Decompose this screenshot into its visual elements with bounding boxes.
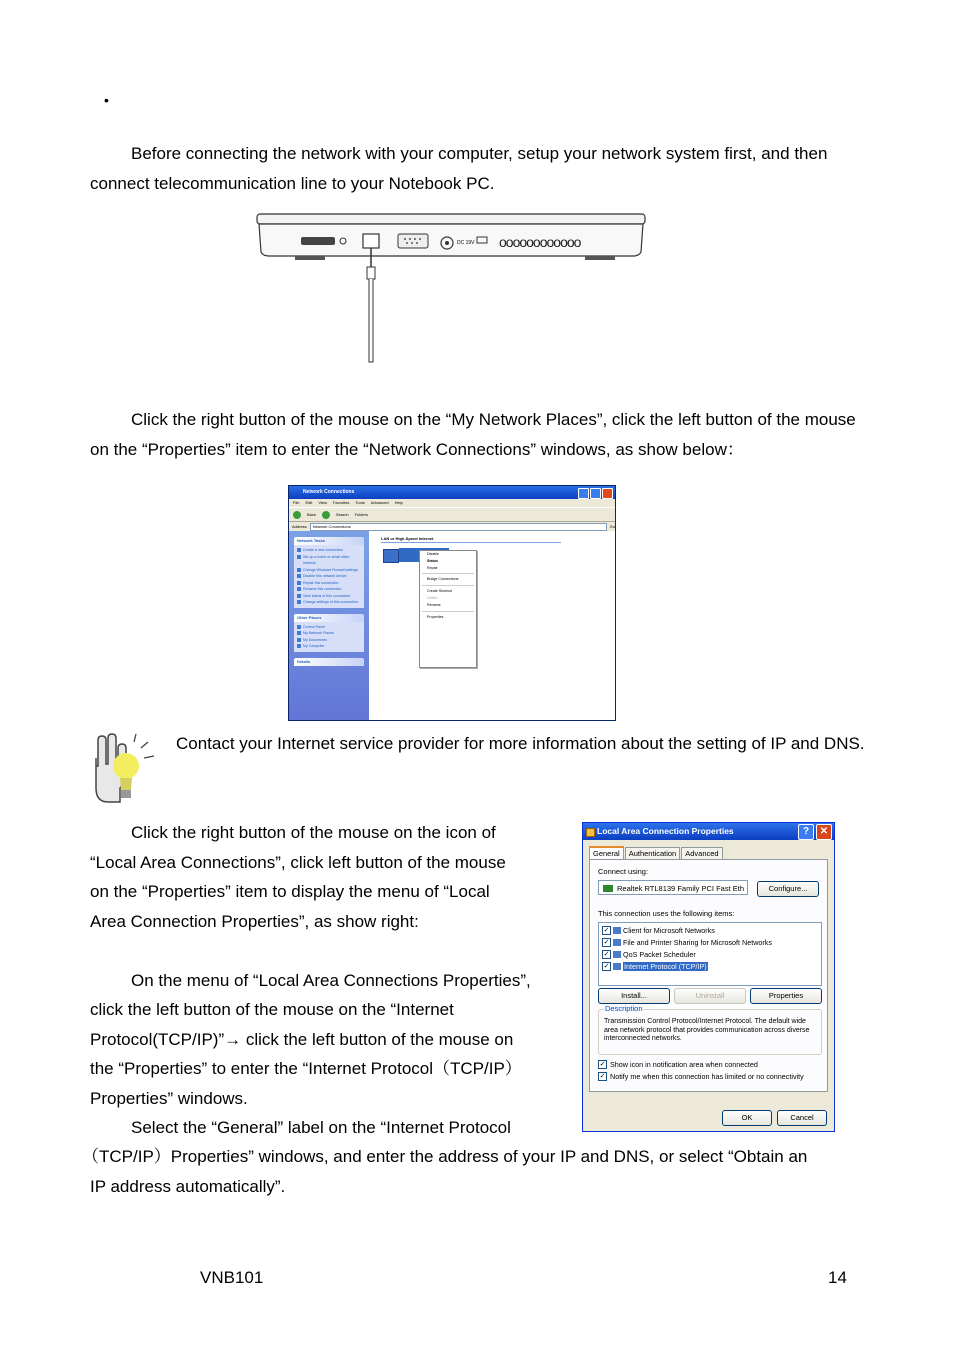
dc-port-label: DC 19V bbox=[457, 240, 475, 246]
toolbar bbox=[289, 507, 615, 522]
checkbox[interactable]: ✓ bbox=[599, 1073, 606, 1080]
paragraph-hint: Contact your Internet service provider for more information about the setting of IP and DNS. bbox=[176, 734, 865, 753]
network-tasks-header[interactable]: Network Tasks bbox=[294, 537, 364, 545]
general-line: （TCP/IP）Properties” windows, and enter the address of your IP and DNS, or select “Obtain an bbox=[82, 1147, 808, 1166]
folders-button[interactable]: Folders bbox=[354, 512, 368, 517]
window-title: Network Connections bbox=[303, 489, 355, 495]
task-icon bbox=[297, 587, 301, 591]
checkbox[interactable]: ✓ bbox=[603, 939, 610, 946]
menu-edit[interactable]: Edit bbox=[305, 500, 313, 505]
place-icon bbox=[297, 638, 301, 642]
menu-help[interactable]: Help bbox=[394, 500, 403, 505]
lac-line: “Local Area Connections”, click left button of the mouse bbox=[90, 852, 506, 872]
laptop-side-view-illustration bbox=[255, 212, 647, 372]
network-tasks-list bbox=[294, 545, 364, 608]
bullet: • bbox=[104, 92, 109, 108]
window-title-bar bbox=[289, 486, 615, 499]
menu-line: the “Properties” to enter the “Internet Protocol（TCP/IP） bbox=[90, 1059, 522, 1078]
back-button[interactable]: Back bbox=[307, 512, 316, 517]
details-header[interactable]: Details bbox=[294, 658, 364, 666]
paragraph-setup: Before connecting the network with your computer, setup your network system first, and then connect telecommunication line to your Notebook PC. bbox=[90, 144, 828, 193]
menu-item-bridge[interactable]: Bridge Connections bbox=[427, 577, 459, 582]
configure-button[interactable]: Configure... bbox=[757, 881, 819, 897]
place-item[interactable]: My Computer bbox=[297, 643, 361, 650]
task-icon bbox=[297, 581, 301, 585]
lac-instructions bbox=[90, 818, 570, 1143]
minimize-icon[interactable] bbox=[578, 488, 589, 499]
task-icon bbox=[297, 548, 301, 552]
menu-line: Properties” windows. bbox=[90, 1088, 248, 1108]
checkbox[interactable]: ✓ bbox=[599, 1061, 606, 1068]
description-title: Description bbox=[605, 1004, 643, 1013]
group-divider bbox=[381, 542, 561, 543]
dialog-title: Local Area Connection Properties bbox=[597, 826, 734, 836]
help-icon[interactable]: ? bbox=[798, 824, 814, 840]
menu-line: click the left button of the mouse on the “Internet bbox=[90, 1000, 454, 1019]
menu-separator bbox=[422, 585, 474, 586]
adapter-name: Realtek RTL8139 Family PCI Fast Eth bbox=[617, 884, 744, 893]
local-area-connection-properties-dialog bbox=[582, 822, 835, 1132]
menu-tools[interactable]: Tools bbox=[355, 500, 365, 505]
lac-line: on the “Properties” item to display the menu of “Local bbox=[90, 882, 490, 901]
task-item[interactable]: Rename this connection bbox=[297, 586, 361, 593]
lac-line: Click the right button of the mouse on the icon of bbox=[131, 823, 496, 842]
connections-content bbox=[369, 531, 615, 720]
scheduler-icon bbox=[613, 951, 621, 958]
item-label: Client for Microsoft Networks bbox=[623, 926, 715, 935]
task-item[interactable]: View status of this connection bbox=[297, 593, 361, 600]
general-line: Select the “General” label on the “Internet Protocol bbox=[131, 1118, 511, 1137]
close-icon[interactable] bbox=[602, 488, 613, 499]
maximize-icon[interactable] bbox=[590, 488, 601, 499]
properties-button[interactable]: Properties bbox=[750, 988, 822, 1004]
task-icon bbox=[297, 555, 301, 559]
address-label: Address bbox=[292, 524, 307, 529]
uninstall-button: Uninstall bbox=[674, 988, 746, 1004]
description-text: Transmission Control Protocol/Internet Protocol. The default wide area network protocol that provides communication across diverse interconnected networks. bbox=[604, 1018, 810, 1042]
install-button[interactable]: Install... bbox=[598, 988, 670, 1004]
task-item[interactable]: Repair this connection bbox=[297, 580, 361, 587]
task-item[interactable]: Change Windows Firewall settings bbox=[297, 567, 361, 574]
group-title: LAN or High-Speed Internet bbox=[381, 536, 434, 541]
forward-icon[interactable] bbox=[322, 511, 330, 519]
network-connection-icon bbox=[586, 828, 595, 837]
menu-file[interactable]: File bbox=[293, 500, 300, 505]
back-icon[interactable] bbox=[293, 511, 301, 519]
adapter-field bbox=[598, 880, 748, 895]
context-menu bbox=[419, 550, 477, 668]
place-item[interactable]: Control Panel bbox=[297, 624, 361, 631]
menu-bar bbox=[289, 499, 615, 507]
general-paragraph-tail bbox=[82, 1142, 870, 1201]
list-item[interactable] bbox=[602, 961, 708, 972]
place-item[interactable]: My Network Places bbox=[297, 630, 361, 637]
client-icon bbox=[613, 927, 621, 934]
checkbox[interactable]: ✓ bbox=[603, 927, 610, 934]
task-pane bbox=[289, 531, 369, 720]
place-icon bbox=[297, 644, 301, 648]
menu-separator bbox=[422, 573, 474, 574]
task-item[interactable]: Disable this network device bbox=[297, 573, 361, 580]
menu-line: Protocol(TCP/IP)”→ click the left button of the mouse on bbox=[90, 1029, 514, 1049]
dialog-title-bar bbox=[583, 823, 834, 840]
menu-line: On the menu of “Local Area Connections Properties”, bbox=[131, 970, 531, 990]
menu-item-delete: Delete bbox=[427, 595, 438, 600]
menu-separator bbox=[422, 611, 474, 612]
other-places-list bbox=[294, 622, 364, 652]
item-label: Internet Protocol (TCP/IP) bbox=[624, 962, 707, 971]
checkbox[interactable]: ✓ bbox=[603, 963, 610, 970]
menu-favorites[interactable]: Favorites bbox=[332, 500, 350, 505]
tab-authentication[interactable]: Authentication bbox=[625, 847, 681, 860]
cancel-button[interactable]: Cancel bbox=[777, 1110, 827, 1126]
local-area-connection-icon[interactable] bbox=[383, 549, 399, 563]
menu-item-properties[interactable]: Properties bbox=[427, 614, 444, 619]
menu-item-status[interactable]: Status bbox=[427, 558, 438, 563]
list-item[interactable] bbox=[602, 949, 696, 960]
items-label: This connection uses the following items: bbox=[598, 909, 735, 918]
tab-general[interactable]: General bbox=[589, 846, 624, 859]
show-icon-option[interactable] bbox=[598, 1060, 758, 1069]
show-icon-label: Show icon in notification area when connected bbox=[610, 1060, 758, 1069]
menu-item-repair[interactable]: Repair bbox=[427, 565, 438, 570]
general-tab-panel bbox=[589, 859, 828, 1092]
place-item[interactable]: My Documents bbox=[297, 637, 361, 644]
item-label: File and Printer Sharing for Microsoft Networks bbox=[623, 938, 772, 947]
connect-using-label: Connect using: bbox=[598, 867, 649, 876]
task-item[interactable]: Create a new connection bbox=[297, 547, 361, 554]
address-field[interactable]: Network Connections bbox=[310, 523, 607, 531]
menu-item-rename[interactable]: Rename bbox=[427, 602, 441, 607]
search-button[interactable]: Search bbox=[335, 512, 349, 517]
network-connections-window bbox=[288, 485, 616, 721]
place-icon bbox=[297, 625, 301, 629]
task-icon bbox=[297, 600, 301, 604]
notify-label: Notify me when this connection has limited or no connectivity bbox=[610, 1072, 804, 1081]
item-label: QoS Packet Scheduler bbox=[623, 950, 696, 959]
file-sharing-icon bbox=[613, 939, 621, 946]
footer-model: VNB101 bbox=[200, 1268, 264, 1287]
paragraph-right-click: Click the right button of the mouse on the “My Network Places”, click the left button of the mouse on the “Properties” item to enter the “Network Connections” windows, as show below： bbox=[90, 410, 856, 459]
close-icon[interactable]: ✕ bbox=[816, 824, 832, 840]
task-icon bbox=[297, 574, 301, 578]
vent-text: oooooooooooo bbox=[499, 234, 581, 250]
task-icon bbox=[297, 568, 301, 572]
lac-line: Area Connection Properties”, as show right: bbox=[90, 911, 419, 931]
menu-item-create-shortcut[interactable]: Create Shortcut bbox=[427, 589, 453, 594]
task-item[interactable]: Set up a home or small office network bbox=[297, 554, 361, 567]
place-icon bbox=[297, 631, 301, 635]
hand-lightbulb-hint-icon bbox=[86, 728, 158, 806]
list-item[interactable] bbox=[602, 925, 715, 936]
description-group bbox=[598, 1004, 822, 1055]
items-list bbox=[598, 922, 822, 986]
menu-advanced[interactable]: Advanced bbox=[370, 500, 389, 505]
general-line: IP address automatically”. bbox=[90, 1176, 286, 1196]
protocol-icon bbox=[613, 963, 621, 970]
task-item[interactable]: Change settings of this connection bbox=[297, 599, 361, 606]
footer-page-number: 14 bbox=[828, 1268, 847, 1287]
network-adapter-icon bbox=[603, 885, 613, 892]
checkbox[interactable]: ✓ bbox=[603, 951, 610, 958]
task-icon bbox=[297, 594, 301, 598]
go-button[interactable]: Go bbox=[609, 524, 615, 529]
menu-item-disable[interactable]: Disable bbox=[427, 552, 439, 556]
list-item[interactable] bbox=[602, 937, 772, 948]
menu-view[interactable]: View bbox=[318, 500, 327, 505]
tab-advanced[interactable]: Advanced bbox=[681, 847, 722, 860]
notify-option[interactable] bbox=[598, 1072, 804, 1081]
other-places-header[interactable]: Other Places bbox=[294, 614, 364, 622]
ok-button[interactable]: OK bbox=[722, 1110, 772, 1126]
